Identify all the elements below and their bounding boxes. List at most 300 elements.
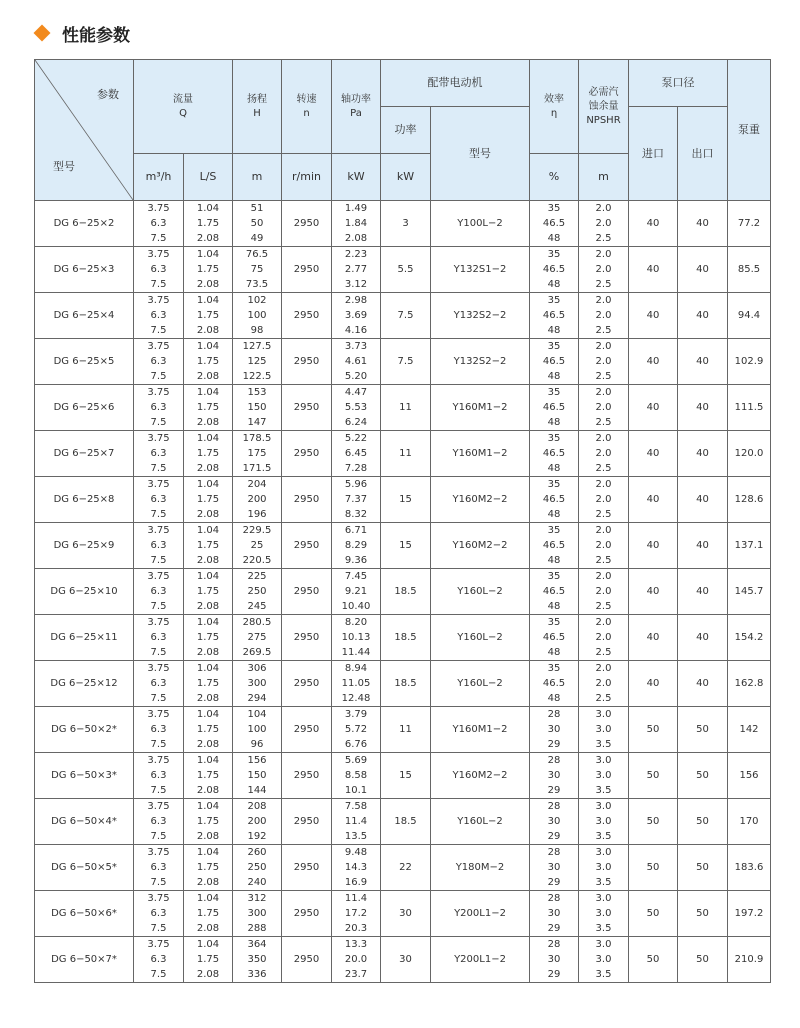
efficiency-cell-value: 48 [547, 417, 561, 428]
shaft-power-cell-value: 3.79 [344, 709, 368, 720]
efficiency-cell [530, 339, 579, 385]
head-cell-value: 125 [247, 356, 267, 367]
motor-power-cell: 7.5 [381, 339, 431, 385]
flow-m3h-cell-value: 3.75 [147, 341, 170, 352]
inlet-cell: 40 [629, 477, 678, 523]
motor-power-cell: 11 [381, 385, 431, 431]
head-cell-value: 208 [247, 801, 267, 812]
inlet-header: 进口 [629, 107, 678, 201]
flow-m3h-cell-value: 3.75 [147, 387, 170, 398]
npshr-cell-value: 2.0 [595, 617, 612, 628]
flow-m3h-cell [134, 661, 184, 707]
model-cell: DG 6−25×8 [35, 477, 134, 523]
efficiency-cell-value: 35 [547, 387, 561, 398]
head-cell-value: 100 [247, 724, 267, 735]
flow-ls-cell-value: 1.75 [196, 356, 220, 367]
head-header: 扬程 H [233, 60, 282, 154]
npshr-cell-value: 3.0 [595, 954, 612, 965]
npshr-cell-value: 3.0 [595, 755, 612, 766]
model-label: 型号 [53, 160, 75, 173]
shaft-power-cell-value: 12.48 [341, 693, 371, 704]
flow-m3h-cell [134, 891, 184, 937]
shaft-power-cell [332, 569, 381, 615]
flow-m3h-cell-value: 3.75 [147, 479, 170, 490]
flow-ls-cell-value: 2.08 [196, 647, 220, 658]
flow-m3h-cell-value: 7.5 [150, 785, 167, 796]
flow-ls-cell [184, 799, 233, 845]
flow-m3h-cell-value: 7.5 [150, 739, 167, 750]
motor-power-cell: 18.5 [381, 615, 431, 661]
head-cell-value: 192 [247, 831, 267, 842]
model-cell: DG 6−25×5 [35, 339, 134, 385]
weight-cell: 111.5 [728, 385, 771, 431]
flow-ls-cell-value: 1.75 [196, 632, 220, 643]
motor-model-cell: Y180M−2 [431, 845, 530, 891]
motor-power-cell: 11 [381, 707, 431, 753]
flow-m3h-cell-value: 7.5 [150, 647, 167, 658]
shaft-power-cell-value: 10.40 [341, 601, 371, 612]
shaft-power-cell-value: 10.13 [341, 632, 371, 643]
head-cell-value: 312 [247, 893, 267, 904]
efficiency-cell [530, 293, 579, 339]
shaft-power-cell [332, 661, 381, 707]
model-cell: DG 6−25×2 [35, 201, 134, 247]
motor-model-cell: Y160L−2 [431, 569, 530, 615]
head-cell-value: 294 [247, 693, 267, 704]
head-cell [233, 799, 282, 845]
efficiency-cell [530, 707, 579, 753]
param-label: 参数 [97, 88, 119, 101]
npshr-cell-value: 2.0 [595, 249, 612, 260]
shaft-power-cell-value: 5.53 [344, 402, 368, 413]
flow-ls-cell-value: 1.75 [196, 724, 220, 735]
weight-cell: 142 [728, 707, 771, 753]
speed-header: 转速 n [282, 60, 332, 154]
flow-m3h-cell-value: 3.75 [147, 249, 170, 260]
npshr-cell [579, 661, 629, 707]
npshr-header: 必需汽 蚀余量 NPSHR [579, 60, 629, 154]
efficiency-cell-value: 48 [547, 233, 561, 244]
efficiency-cell-value: 35 [547, 571, 561, 582]
flow-ls-cell-value: 1.04 [196, 571, 220, 582]
shaft-power-header: 轴功率 Pa [332, 60, 381, 154]
flow-ls-cell-value: 1.04 [196, 295, 220, 306]
shaft-power-cell-value: 13.5 [344, 831, 368, 842]
section-title-text: 性能参数 [62, 25, 130, 46]
efficiency-cell-value: 29 [547, 739, 561, 750]
npshr-cell-value: 2.0 [595, 264, 612, 275]
flow-ls-cell-value: 1.75 [196, 908, 220, 919]
motor-model-header: 型号 [431, 107, 530, 201]
table-row [35, 891, 771, 937]
shaft-power-cell [332, 937, 381, 983]
head-cell-value: 25 [250, 540, 264, 551]
flow-ls-cell-value: 2.08 [196, 877, 220, 888]
head-cell-value: 225 [247, 571, 267, 582]
motor-power-cell: 15 [381, 753, 431, 799]
efficiency-cell [530, 569, 579, 615]
shaft-power-cell-value: 5.22 [344, 433, 368, 444]
flow-m3h-cell-value: 7.5 [150, 693, 167, 704]
head-cell-value: 280.5 [242, 617, 272, 628]
flow-m3h-cell [134, 385, 184, 431]
flow-ls-cell [184, 891, 233, 937]
shaft-power-cell-value: 7.28 [344, 463, 368, 474]
efficiency-cell [530, 799, 579, 845]
flow-ls-cell-value: 1.04 [196, 663, 220, 674]
npshr-cell-value: 2.5 [595, 325, 612, 336]
flow-ls-cell-value: 1.75 [196, 540, 220, 551]
npshr-cell [579, 753, 629, 799]
shaft-power-cell-value: 14.3 [344, 862, 368, 873]
inlet-cell: 40 [629, 615, 678, 661]
head-cell [233, 201, 282, 247]
motor-model-cell: Y160M1−2 [431, 385, 530, 431]
head-cell [233, 615, 282, 661]
shaft-power-cell-value: 9.48 [344, 847, 368, 858]
weight-cell: 210.9 [728, 937, 771, 983]
weight-cell: 197.2 [728, 891, 771, 937]
head-cell-value: 98 [250, 325, 264, 336]
head-cell-value: 269.5 [242, 647, 272, 658]
shaft-power-cell-value: 5.72 [344, 724, 368, 735]
efficiency-cell-value: 28 [547, 847, 561, 858]
outlet-cell: 40 [678, 201, 728, 247]
outlet-cell: 40 [678, 247, 728, 293]
model-cell: DG 6−25×12 [35, 661, 134, 707]
table-body [35, 201, 771, 983]
weight-cell: 137.1 [728, 523, 771, 569]
unit-shaft-power: kW [332, 154, 381, 201]
flow-m3h-cell-value: 6.3 [150, 632, 167, 643]
table-row [35, 845, 771, 891]
head-cell [233, 569, 282, 615]
flow-ls-cell [184, 385, 233, 431]
head-cell-value: 153 [247, 387, 267, 398]
npshr-cell-value: 2.0 [595, 571, 612, 582]
flow-m3h-cell-value: 7.5 [150, 417, 167, 428]
npshr-cell-value: 2.0 [595, 295, 612, 306]
flow-ls-cell-value: 1.04 [196, 709, 220, 720]
table-row [35, 477, 771, 523]
shaft-power-cell-value: 17.2 [344, 908, 368, 919]
efficiency-cell-value: 30 [547, 908, 561, 919]
npshr-cell-value: 2.5 [595, 371, 612, 382]
shaft-power-cell-value: 2.08 [344, 233, 368, 244]
weight-cell: 162.8 [728, 661, 771, 707]
efficiency-cell-value: 28 [547, 939, 561, 950]
npshr-cell [579, 615, 629, 661]
efficiency-cell-value: 30 [547, 816, 561, 827]
head-cell [233, 845, 282, 891]
flow-ls-cell-value: 1.04 [196, 249, 220, 260]
flow-ls-cell [184, 431, 233, 477]
shaft-power-cell-value: 6.76 [344, 739, 368, 750]
npshr-cell-value: 3.0 [595, 709, 612, 720]
npshr-cell-value: 2.0 [595, 525, 612, 536]
npshr-cell-value: 2.0 [595, 356, 612, 367]
head-cell [233, 293, 282, 339]
npshr-cell-value: 2.0 [595, 310, 612, 321]
speed-cell: 2950 [282, 385, 332, 431]
flow-m3h-cell-value: 3.75 [147, 663, 170, 674]
shaft-power-cell [332, 615, 381, 661]
inlet-cell: 40 [629, 523, 678, 569]
head-cell-value: 336 [247, 969, 267, 980]
inlet-cell: 50 [629, 753, 678, 799]
flow-m3h-cell [134, 523, 184, 569]
model-cell: DG 6−25×6 [35, 385, 134, 431]
head-cell-value: 104 [247, 709, 267, 720]
npshr-cell-value: 3.0 [595, 847, 612, 858]
flow-m3h-cell-value: 6.3 [150, 448, 167, 459]
unit-speed: r/min [282, 154, 332, 201]
head-cell-value: 122.5 [242, 371, 272, 382]
shaft-power-cell [332, 293, 381, 339]
shaft-power-cell [332, 385, 381, 431]
npshr-cell-value: 2.0 [595, 663, 612, 674]
shaft-power-cell-value: 8.58 [344, 770, 368, 781]
head-cell-value: 96 [250, 739, 264, 750]
model-cell: DG 6−25×11 [35, 615, 134, 661]
flow-m3h-cell-value: 7.5 [150, 601, 167, 612]
motor-model-cell: Y160M2−2 [431, 523, 530, 569]
flow-ls-cell [184, 707, 233, 753]
motor-model-cell: Y160M1−2 [431, 707, 530, 753]
head-cell-value: 73.5 [245, 279, 269, 290]
inlet-cell: 40 [629, 385, 678, 431]
head-cell-value: 204 [247, 479, 267, 490]
flow-ls-cell-value: 1.75 [196, 218, 220, 229]
flow-m3h-cell-value: 6.3 [150, 954, 167, 965]
motor-model-cell: Y132S2−2 [431, 293, 530, 339]
npshr-cell-value: 3.0 [595, 893, 612, 904]
weight-cell: 77.2 [728, 201, 771, 247]
head-cell-value: 196 [247, 509, 267, 520]
npshr-cell [579, 569, 629, 615]
speed-cell: 2950 [282, 247, 332, 293]
flow-m3h-cell-value: 6.3 [150, 862, 167, 873]
flow-ls-cell-value: 1.75 [196, 310, 220, 321]
npshr-cell-value: 2.5 [595, 509, 612, 520]
flow-m3h-cell-value: 6.3 [150, 264, 167, 275]
npshr-cell-value: 3.0 [595, 908, 612, 919]
flow-m3h-cell [134, 247, 184, 293]
model-cell: DG 6−25×9 [35, 523, 134, 569]
npshr-cell [579, 799, 629, 845]
efficiency-cell-value: 35 [547, 341, 561, 352]
shaft-power-cell-value: 3.12 [344, 279, 368, 290]
outlet-cell: 40 [678, 523, 728, 569]
motor-power-cell: 18.5 [381, 661, 431, 707]
outlet-cell: 40 [678, 569, 728, 615]
shaft-power-cell [332, 201, 381, 247]
efficiency-cell-value: 48 [547, 279, 561, 290]
weight-cell: 102.9 [728, 339, 771, 385]
inlet-cell: 40 [629, 431, 678, 477]
flow-ls-cell-value: 1.75 [196, 770, 220, 781]
weight-cell: 183.6 [728, 845, 771, 891]
efficiency-cell-value: 35 [547, 525, 561, 536]
model-cell: DG 6−50×7* [35, 937, 134, 983]
flow-ls-cell-value: 1.75 [196, 494, 220, 505]
flow-ls-cell-value: 1.75 [196, 862, 220, 873]
flow-ls-cell-value: 2.08 [196, 233, 220, 244]
flow-ls-cell-value: 1.75 [196, 586, 220, 597]
flow-ls-cell-value: 2.08 [196, 325, 220, 336]
efficiency-cell [530, 845, 579, 891]
flow-ls-cell [184, 845, 233, 891]
flow-ls-cell [184, 523, 233, 569]
flow-ls-cell-value: 1.04 [196, 387, 220, 398]
flow-m3h-cell-value: 7.5 [150, 279, 167, 290]
efficiency-cell-value: 46.5 [542, 310, 566, 321]
motor-model-cell: Y200L1−2 [431, 891, 530, 937]
npshr-cell [579, 385, 629, 431]
table-row [35, 569, 771, 615]
flow-m3h-cell [134, 615, 184, 661]
shaft-power-cell-value: 11.4 [344, 816, 368, 827]
flow-m3h-cell-value: 3.75 [147, 801, 170, 812]
efficiency-cell-value: 48 [547, 647, 561, 658]
npshr-cell-value: 3.5 [595, 877, 612, 888]
efficiency-cell-value: 30 [547, 862, 561, 873]
flow-m3h-cell [134, 339, 184, 385]
npshr-cell-value: 2.0 [595, 203, 612, 214]
flow-ls-cell-value: 1.04 [196, 203, 220, 214]
outlet-cell: 50 [678, 937, 728, 983]
efficiency-cell-value: 29 [547, 831, 561, 842]
model-cell: DG 6−50×6* [35, 891, 134, 937]
shaft-power-cell [332, 799, 381, 845]
model-cell: DG 6−50×2* [35, 707, 134, 753]
motor-header: 配带电动机 [381, 60, 530, 107]
table-row [35, 615, 771, 661]
inlet-cell: 50 [629, 891, 678, 937]
npshr-cell-value: 3.0 [595, 862, 612, 873]
efficiency-cell-value: 46.5 [542, 632, 566, 643]
head-cell-value: 220.5 [242, 555, 272, 566]
flow-m3h-cell-value: 3.75 [147, 571, 170, 582]
flow-ls-cell-value: 1.04 [196, 893, 220, 904]
shaft-power-cell-value: 3.73 [344, 341, 368, 352]
efficiency-cell-value: 35 [547, 617, 561, 628]
weight-header: 泵重 [728, 60, 771, 201]
npshr-cell-value: 3.0 [595, 939, 612, 950]
head-cell [233, 385, 282, 431]
head-cell-value: 76.5 [245, 249, 269, 260]
flow-m3h-cell-value: 3.75 [147, 433, 170, 444]
flow-ls-cell-value: 2.08 [196, 969, 220, 980]
head-cell-value: 300 [247, 908, 267, 919]
shaft-power-cell [332, 891, 381, 937]
npshr-cell [579, 477, 629, 523]
efficiency-cell-value: 46.5 [542, 402, 566, 413]
npshr-cell [579, 891, 629, 937]
flow-m3h-cell [134, 569, 184, 615]
flow-m3h-cell-value: 6.3 [150, 724, 167, 735]
efficiency-cell [530, 477, 579, 523]
inlet-cell: 40 [629, 661, 678, 707]
weight-cell: 128.6 [728, 477, 771, 523]
table-row [35, 339, 771, 385]
motor-model-cell: Y160M2−2 [431, 753, 530, 799]
motor-power-cell: 11 [381, 431, 431, 477]
efficiency-cell-value: 29 [547, 785, 561, 796]
flow-m3h-cell [134, 707, 184, 753]
npshr-cell-value: 3.5 [595, 785, 612, 796]
flow-ls-cell-value: 2.08 [196, 509, 220, 520]
npshr-cell-value: 2.0 [595, 433, 612, 444]
npshr-cell-value: 2.0 [595, 586, 612, 597]
shaft-power-cell-value: 8.29 [344, 540, 368, 551]
npshr-cell-value: 2.0 [595, 402, 612, 413]
flow-m3h-cell-value: 7.5 [150, 969, 167, 980]
efficiency-cell-value: 29 [547, 923, 561, 934]
shaft-power-cell-value: 1.84 [344, 218, 368, 229]
motor-power-cell: 22 [381, 845, 431, 891]
inlet-cell: 40 [629, 569, 678, 615]
flow-ls-cell-value: 1.75 [196, 402, 220, 413]
shaft-power-cell-value: 8.32 [344, 509, 368, 520]
weight-cell: 145.7 [728, 569, 771, 615]
efficiency-cell-value: 48 [547, 555, 561, 566]
shaft-power-cell [332, 431, 381, 477]
flow-m3h-cell-value: 3.75 [147, 893, 170, 904]
efficiency-cell-value: 48 [547, 601, 561, 612]
shaft-power-cell-value: 9.21 [344, 586, 368, 597]
shaft-power-cell [332, 477, 381, 523]
flow-m3h-cell-value: 3.75 [147, 709, 170, 720]
shaft-power-cell [332, 845, 381, 891]
flow-m3h-cell-value: 3.75 [147, 939, 170, 950]
flow-ls-cell [184, 201, 233, 247]
head-cell-value: 51 [250, 203, 264, 214]
unit-npshr: m [579, 154, 629, 201]
efficiency-cell-value: 46.5 [542, 356, 566, 367]
flow-ls-cell-value: 2.08 [196, 739, 220, 750]
flow-ls-cell-value: 2.08 [196, 785, 220, 796]
table-row [35, 247, 771, 293]
head-cell-value: 150 [247, 402, 267, 413]
inlet-cell: 40 [629, 201, 678, 247]
flow-ls-cell [184, 615, 233, 661]
flow-header: 流量 Q [134, 60, 233, 154]
flow-m3h-cell-value: 6.3 [150, 586, 167, 597]
npshr-cell-value: 3.5 [595, 923, 612, 934]
head-cell-value: 306 [247, 663, 267, 674]
inlet-cell: 50 [629, 845, 678, 891]
motor-power-cell: 18.5 [381, 569, 431, 615]
motor-model-cell: Y160L−2 [431, 799, 530, 845]
motor-model-cell: Y160L−2 [431, 661, 530, 707]
flow-m3h-cell-value: 6.3 [150, 678, 167, 689]
npshr-cell-value: 3.0 [595, 770, 612, 781]
npshr-cell [579, 431, 629, 477]
efficiency-cell-value: 48 [547, 325, 561, 336]
flow-ls-cell-value: 2.08 [196, 831, 220, 842]
inlet-cell: 50 [629, 799, 678, 845]
npshr-cell [579, 339, 629, 385]
head-cell-value: 75 [250, 264, 264, 275]
efficiency-cell-value: 48 [547, 509, 561, 520]
shaft-power-cell-value: 2.98 [344, 295, 368, 306]
shaft-power-cell-value: 13.3 [344, 939, 368, 950]
efficiency-cell-value: 30 [547, 770, 561, 781]
flow-ls-cell-value: 2.08 [196, 923, 220, 934]
flow-ls-cell-value: 1.04 [196, 433, 220, 444]
table-row [35, 385, 771, 431]
